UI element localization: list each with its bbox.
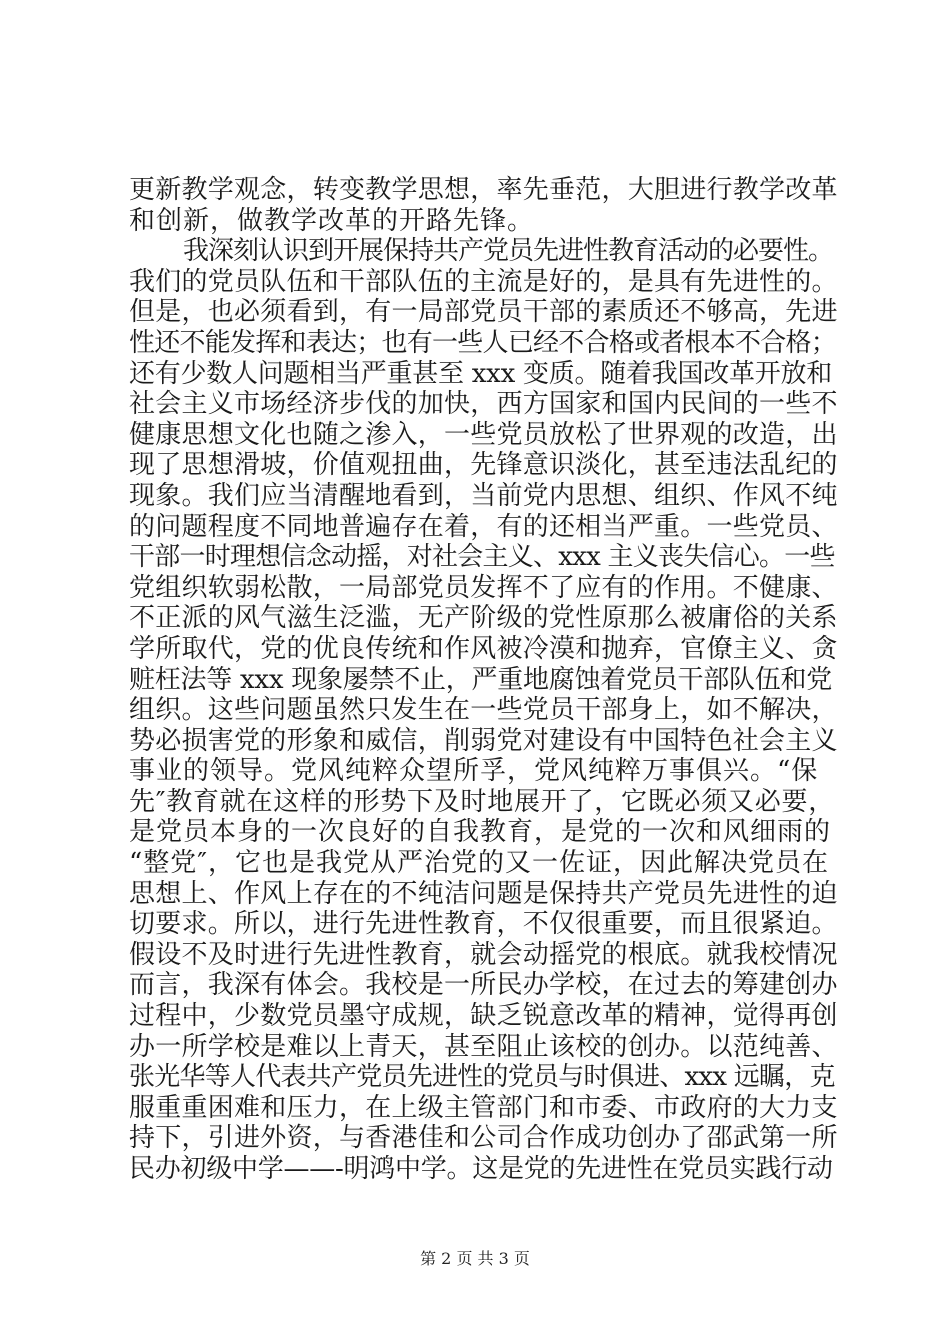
text-line: 不正派的风气滋生泛滥，无产阶级的党性原那么被庸俗的关系 [129, 603, 838, 634]
text-line: 先″教育就在这样的形势下及时地展开了，它既必须又必要， [129, 786, 835, 817]
text-line: 思想上、作风上存在的不纯洁问题是保持共产党员先进性的迫 [129, 878, 838, 909]
text-line: 的问题程度不同地普遍存在着，有的还相当严重。一些党员、 [129, 511, 838, 542]
text-line: 现象。我们应当清醒地看到，当前党内思想、组织、作风不纯 [129, 480, 838, 511]
text-line: 干部一时理想信念动摇，对社会主义、xxx 主义丧失信心。一些 [129, 542, 835, 573]
text-line: 我们的党员队伍和干部队伍的主流是好的，是具有先进性的。 [129, 266, 838, 297]
text-line: 服重重困难和压力，在上级主管部门和市委、市政府的大力支 [129, 1092, 838, 1123]
page-number-footer: 第 2 页 共 3 页 [420, 1249, 530, 1268]
text-line: 组织。这些问题虽然只发生在一些党员干部身上，如不解决， [129, 695, 838, 726]
text-line: 还有少数人问题相当严重甚至 xxx 变质。随着我国改革开放和 [129, 358, 833, 389]
text-line: 民办初级中学——-明鸿中学。这是党的先进性在党员实践行动 [129, 1154, 833, 1184]
paragraph-start-line: 我深刻认识到开展保持共产党员先进性教育活动的必要性。 [183, 236, 834, 267]
body-text [129, 175, 839, 1185]
text-line: 过程中，少数党员墨守成规，缺乏锐意改革的精神，觉得再创 [129, 1001, 838, 1032]
text-line: 假设不及时进行先进性教育，就会动摇党的根底。就我校情况 [129, 939, 838, 970]
text-line: 办一所学校是难以上青天，甚至阻止该校的创办。以范纯善、 [129, 1031, 838, 1062]
text-line: 但是，也必须看到，有一局部党员干部的素质还不够高，先进 [129, 297, 838, 328]
text-line: 持下，引进外资，与香港佳和公司合作成功创办了邵武第一所 [129, 1123, 838, 1154]
text-line: “整党″，它也是我党从严治党的又一佐证，因此解决党员在 [129, 848, 830, 879]
text-line: 张光华等人代表共产党员先进性的党员与时俱进、xxx 远瞩，克 [129, 1062, 835, 1093]
text-line: 学所取代，党的优良传统和作风被冷漠和抛弃，官僚主义、贪 [129, 633, 838, 664]
text-line: 切要求。所以，进行先进性教育，不仅很重要，而且很紧迫。 [129, 909, 838, 940]
text-line: 而言，我深有体会。我校是一所民办学校，在过去的筹建创办 [129, 970, 838, 1001]
text-line: 势必损害党的形象和威信，削弱党对建设有中国特色社会主义 [129, 725, 838, 756]
text-line: 和创新，做教学改革的开路先锋。 [129, 205, 535, 236]
text-line: 党组织软弱松散，一局部党员发挥不了应有的作用。不健康、 [129, 572, 838, 603]
text-line: 事业的领导。党风纯粹众望所孚，党风纯粹万事俱兴。“保 [129, 756, 819, 787]
text-line: 赃枉法等 xxx 现象屡禁不止，严重地腐蚀着党员干部队伍和党 [129, 664, 833, 695]
text-line: 社会主义市场经济步伐的加快，西方国家和国内民间的一些不 [129, 389, 838, 420]
text-line: 现了思想滑坡，价值观扭曲，先锋意识淡化，甚至违法乱纪的 [129, 450, 838, 481]
text-line: 健康思想文化也随之渗入，一些党员放松了世界观的改造，出 [129, 419, 838, 450]
text-line: 性还不能发挥和表达；也有一些人已经不合格或者根本不合格； [129, 327, 837, 358]
text-line: 更新教学观念，转变教学思想，率先垂范，大胆进行教学改革 [129, 175, 838, 205]
text-line: 是党员本身的一次良好的自我教育，是党的一次和风细雨的 [129, 817, 832, 848]
